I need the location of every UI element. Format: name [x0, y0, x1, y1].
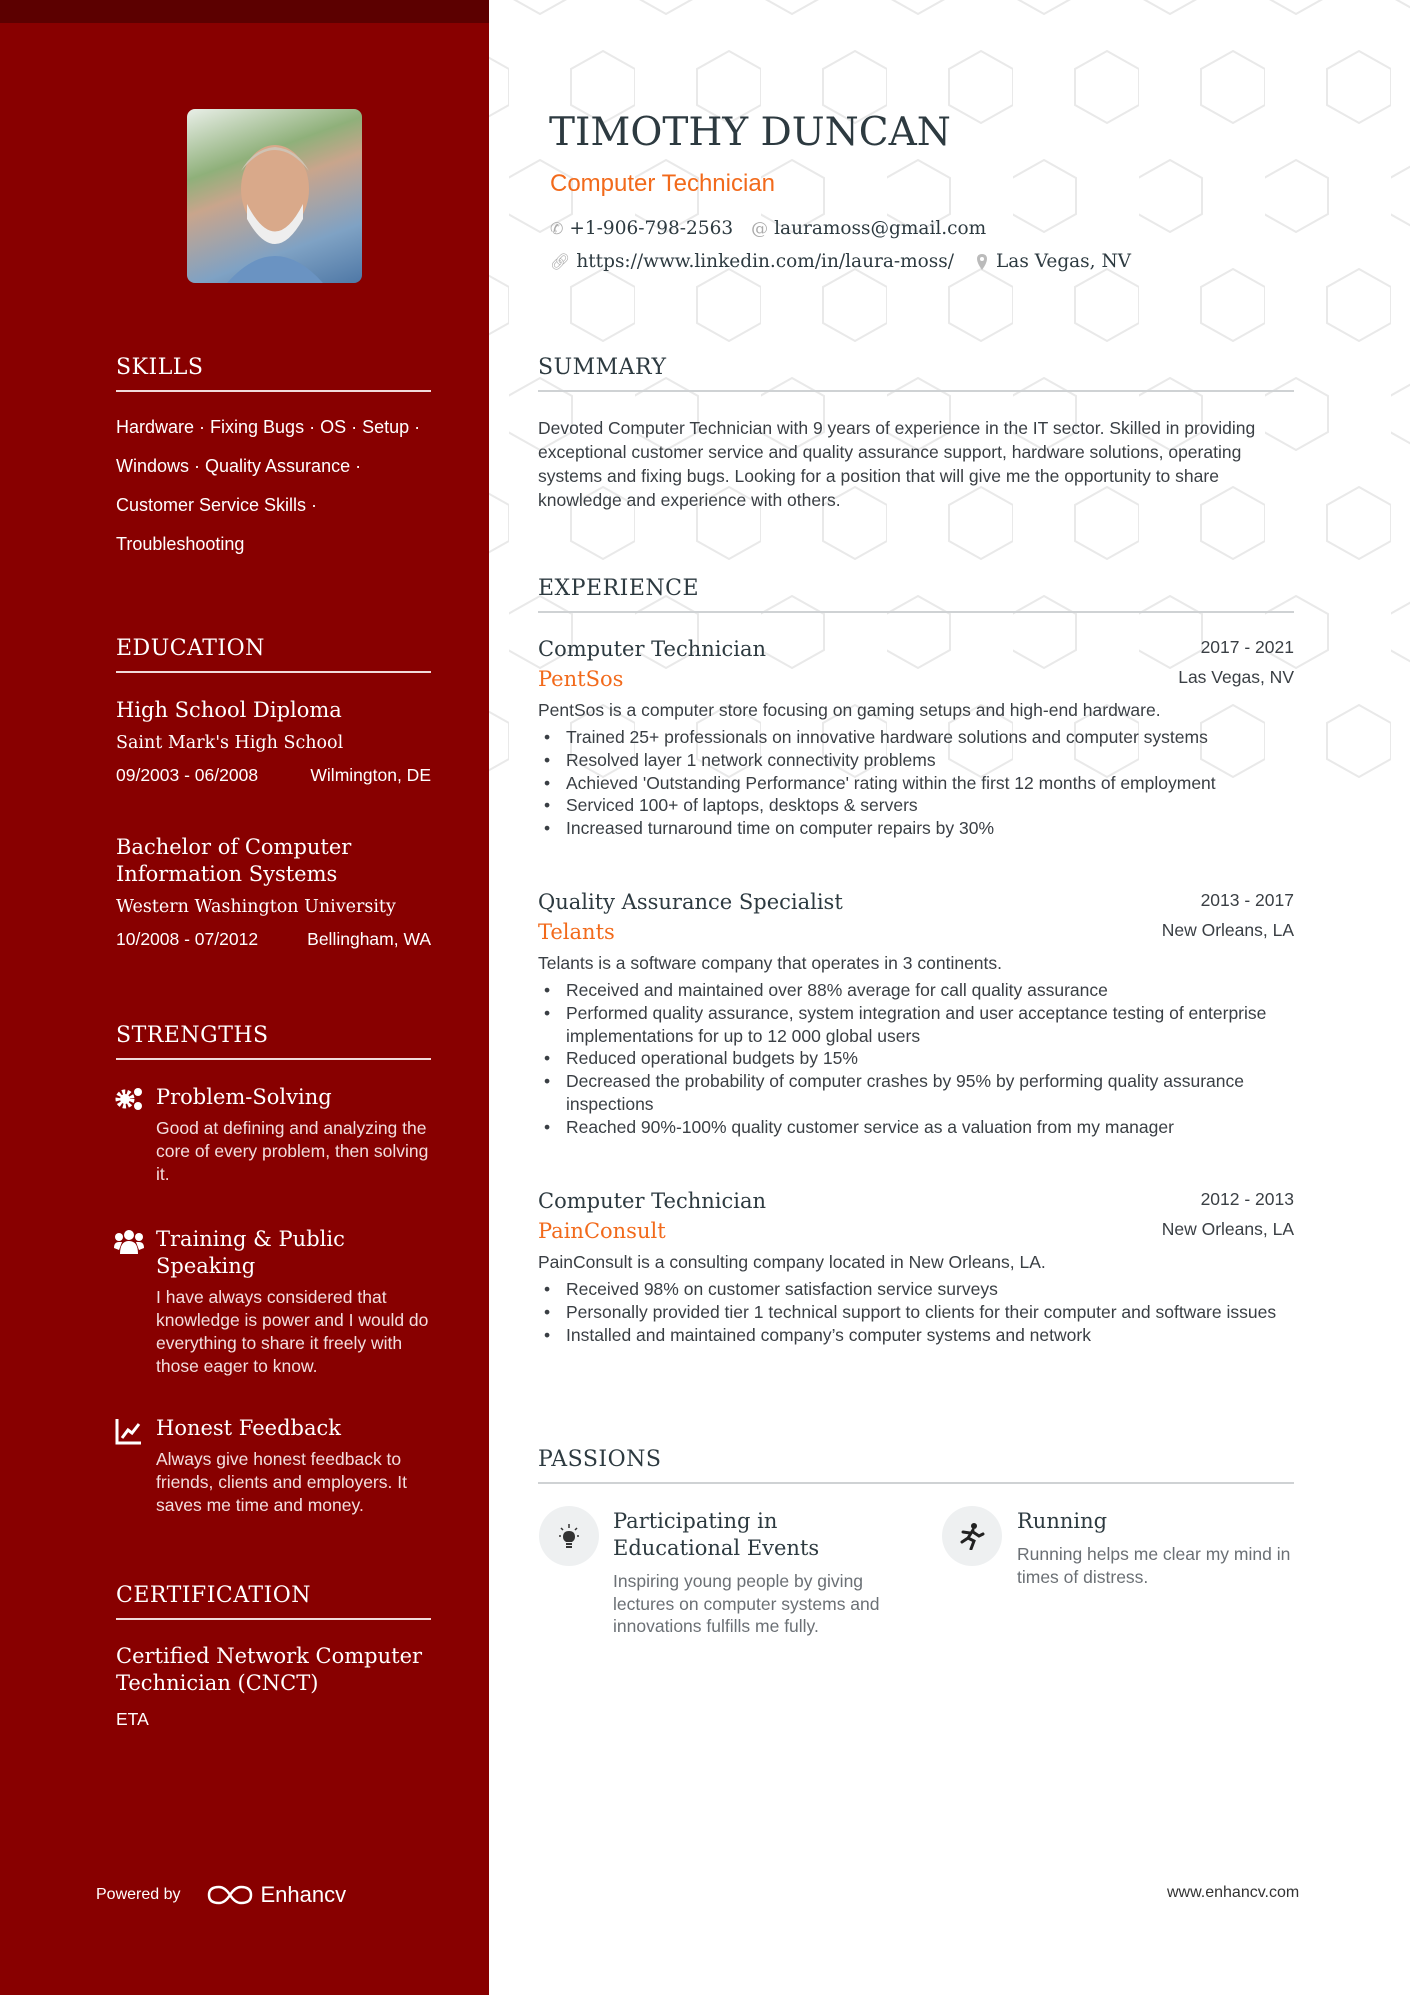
running-icon	[942, 1506, 1002, 1566]
job-role: Computer Technician	[538, 637, 767, 661]
strength-desc: I have always considered that knowledge is power and I would do everything to share it freely with those eager to know.	[156, 1287, 429, 1376]
company-name: PainConsult	[538, 1219, 666, 1243]
cert-status: ETA	[116, 1709, 149, 1729]
lightbulb-icon	[539, 1506, 599, 1566]
degree: High School Diploma	[116, 698, 342, 722]
chart-line-icon	[115, 1417, 143, 1450]
link-icon: 🔗︎	[550, 252, 571, 271]
summary-heading: SUMMARY	[538, 355, 1294, 392]
school: Western Washington University	[116, 897, 396, 917]
brand-name: Enhancv	[260, 1882, 347, 1907]
strengths-heading: STRENGTHS	[116, 1023, 431, 1060]
strength-item	[156, 1415, 436, 1517]
edu-location: Bellingham, WA	[307, 929, 431, 949]
gears-icon	[114, 1085, 144, 1118]
edu-dates: 10/2008 - 07/2012	[116, 929, 259, 949]
passion-item	[613, 1508, 903, 1638]
job-role: Computer Technician	[538, 1189, 767, 1213]
powered-by-label: Powered by	[96, 1886, 181, 1903]
job-location: New Orleans, LA	[1161, 920, 1294, 940]
passion-desc: Running helps me clear my mind in times of distress.	[1017, 1544, 1291, 1587]
school: Saint Mark's High School	[116, 733, 344, 753]
top-band	[0, 0, 489, 23]
job-location: Las Vegas, NV	[1178, 667, 1294, 687]
linkedin-link[interactable]: https://www.linkedin.com/in/laura-moss/	[576, 251, 955, 272]
job-entry	[538, 890, 1294, 1139]
contact-row-1	[550, 218, 986, 239]
strength-desc: Always give honest feedback to friends, clients and employers. It saves me time and money.	[156, 1449, 407, 1515]
job-title: Computer Technician	[550, 170, 776, 197]
skills-line: Troubleshooting	[116, 534, 245, 554]
strength-item	[156, 1084, 436, 1186]
degree: Bachelor of Computer Information Systems	[116, 835, 352, 886]
strength-title: Honest Feedback	[156, 1416, 341, 1440]
experience-heading: EXPERIENCE	[538, 576, 1294, 613]
job-dates: 2017 - 2021	[1200, 637, 1294, 657]
certification-item	[116, 1643, 436, 1730]
passion-title: Participating in Educational Events	[613, 1509, 820, 1560]
powered-by	[96, 1882, 346, 1908]
passions-heading: PASSIONS	[538, 1447, 1294, 1484]
job-dates: 2012 - 2013	[1200, 1189, 1294, 1209]
avatar-photo	[187, 109, 362, 283]
strength-title: Training & Public Speaking	[156, 1227, 345, 1278]
email[interactable]: lauramoss@gmail.com	[774, 218, 987, 239]
passion-title: Running	[1017, 1509, 1108, 1533]
location: Las Vegas, NV	[996, 251, 1131, 272]
company-name: Telants	[538, 920, 615, 944]
skills-line: Windows · Quality Assurance ·	[116, 456, 362, 476]
summary-text: Devoted Computer Technician with 9 years of experience in the IT sector. Skilled in providing exceptional customer service and quality assurance support, hardware solutions, operating systems and fixing bugs. Looking for a position that will give me the opportunity to share knowledge and experience with others.	[538, 418, 1256, 510]
company-name: PentSos	[538, 667, 624, 691]
passion-desc: Inspiring young people by giving lectures on computer systems and innovations fulfills me fully.	[613, 1571, 880, 1636]
contact-row-2	[550, 251, 1131, 272]
location-pin-icon	[976, 253, 988, 271]
company-desc: Telants is a software company that operates in 3 continents.	[538, 953, 1003, 973]
skills-line: Customer Service Skills ·	[116, 495, 318, 515]
job-bullet: • Reached 90%-100% quality customer service as a valuation from my manager	[538, 1116, 1294, 1139]
at-icon: @	[751, 218, 769, 239]
job-bullet: • Received and maintained over 88% average for call quality assurance	[538, 979, 1294, 1002]
passion-item	[1017, 1508, 1307, 1588]
job-bullet: • Received 98% on customer satisfaction service surveys	[538, 1278, 1294, 1301]
company-desc: PainConsult is a consulting company located in New Orleans, LA.	[538, 1252, 1046, 1272]
footer-website[interactable]: www.enhancv.com	[1167, 1884, 1300, 1901]
strength-item	[156, 1226, 436, 1378]
job-bullet: • Trained 25+ professionals on innovative hardware solutions and computer systems	[538, 726, 1294, 749]
job-bullet: • Achieved 'Outstanding Performance' rating within the first 12 months of employment	[538, 772, 1294, 795]
edu-dates: 09/2003 - 06/2008	[116, 765, 259, 785]
job-entry	[538, 637, 1294, 840]
job-bullet: • Installed and maintained company’s computer systems and network	[538, 1324, 1294, 1347]
job-bullet: • Personally provided tier 1 technical support to clients for their computer and software issues	[538, 1301, 1294, 1324]
job-entry	[538, 1189, 1294, 1346]
job-role: Quality Assurance Specialist	[538, 890, 843, 914]
candidate-name: TIMOTHY DUNCAN	[549, 110, 951, 155]
job-bullet: • Serviced 100+ of laptops, desktops & servers	[538, 794, 1294, 817]
edu-location: Wilmington, DE	[310, 765, 431, 785]
skills-list	[116, 408, 436, 564]
certification-heading: CERTIFICATION	[116, 1583, 431, 1620]
education-heading: EDUCATION	[116, 636, 431, 673]
job-location: New Orleans, LA	[1161, 1219, 1294, 1239]
job-bullet: • Increased turnaround time on computer repairs by 30%	[538, 817, 1294, 840]
strength-title: Problem-Solving	[156, 1085, 332, 1109]
phone: +1-906-798-2563	[569, 218, 734, 239]
phone-icon: ✆	[550, 219, 564, 238]
enhancv-logo[interactable]	[207, 1882, 347, 1908]
company-desc: PentSos is a computer store focusing on gaming setups and high-end hardware.	[538, 700, 1161, 720]
job-bullet: • Resolved layer 1 network connectivity problems	[538, 749, 1294, 772]
infinity-logo-icon	[207, 1883, 253, 1907]
job-dates: 2013 - 2017	[1200, 890, 1294, 910]
job-bullet: • Reduced operational budgets by 15%	[538, 1047, 1294, 1070]
education-item	[116, 834, 436, 950]
cert-name: Certified Network Computer Technician (CNCT)	[116, 1644, 423, 1695]
users-icon	[114, 1228, 144, 1261]
skills-line: Hardware · Fixing Bugs · OS · Setup ·	[116, 417, 421, 437]
job-bullet: • Decreased the probability of computer crashes by 95% by performing quality assurance inspections	[538, 1070, 1294, 1116]
education-item	[116, 697, 436, 786]
skills-heading: SKILLS	[116, 355, 431, 392]
strength-desc: Good at defining and analyzing the core of every problem, then solving it.	[156, 1118, 429, 1184]
job-bullet: • Performed quality assurance, system integration and user acceptance testing of enterprise implementations for up to 12 000 global users	[538, 1002, 1294, 1048]
